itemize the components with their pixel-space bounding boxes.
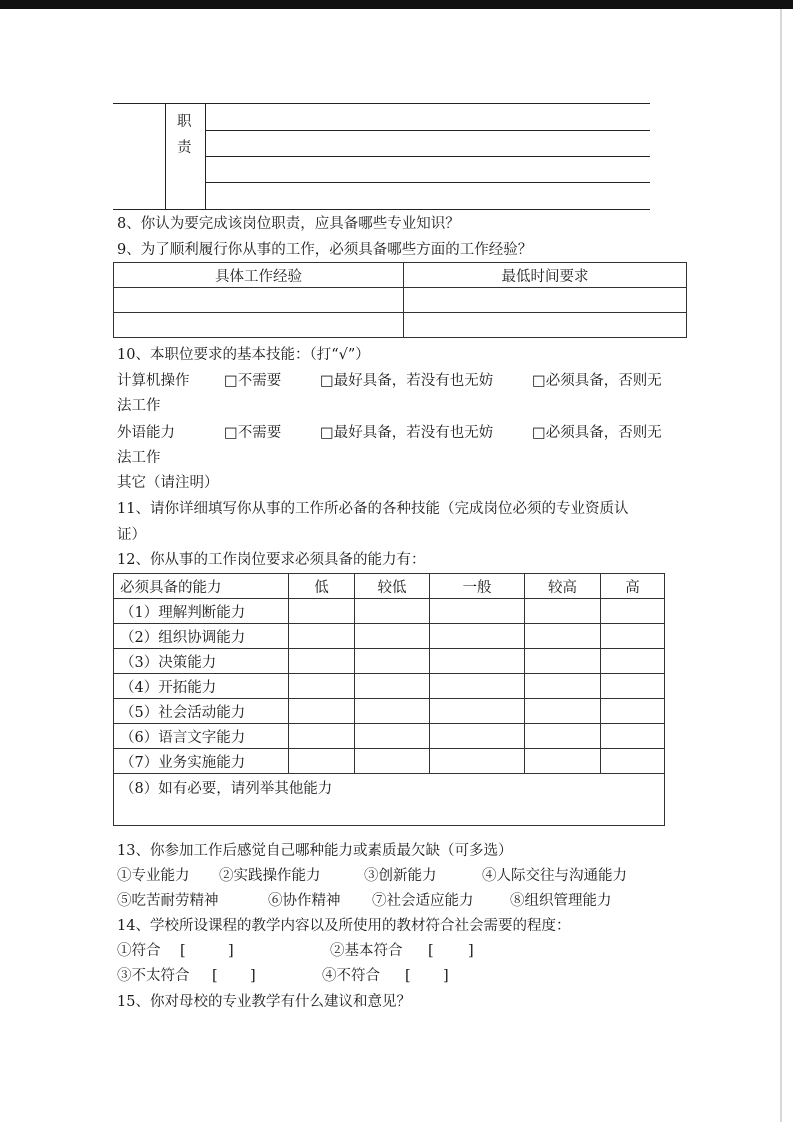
option-13-2[interactable]: ②实践操作能力: [219, 868, 321, 884]
option-required[interactable]: □必须具备，否则无: [532, 373, 662, 389]
ability-row: [114, 699, 665, 724]
level-cell[interactable]: [430, 699, 525, 724]
ability-header: 必须具备的能力: [114, 574, 289, 599]
level-cell[interactable]: [289, 749, 355, 774]
level-cell[interactable]: [355, 624, 430, 649]
level-cell[interactable]: [525, 649, 601, 674]
skill-other: 其它（请注明）: [117, 475, 219, 491]
ability-row: [114, 674, 665, 699]
level-cell[interactable]: [355, 699, 430, 724]
level-cell[interactable]: [355, 649, 430, 674]
level-cell[interactable]: [601, 599, 665, 624]
answer-blank[interactable]: [415, 965, 441, 985]
experience-cell[interactable]: [114, 288, 404, 313]
question-9: 9、为了顺利履行你从事的工作，必须具备哪些方面的工作经验？: [117, 242, 533, 258]
level-cell[interactable]: [289, 724, 355, 749]
option-not-needed[interactable]: □不需要: [224, 373, 282, 389]
question-15: 15、你对母校的专业教学有什么建议和意见？: [117, 994, 411, 1010]
experience-table: [113, 262, 687, 338]
level-cell[interactable]: [525, 724, 601, 749]
skill-label: 计算机操作: [117, 373, 190, 389]
time-cell[interactable]: [404, 313, 687, 338]
option-13-8[interactable]: ⑧组织管理能力: [510, 893, 612, 909]
level-cell[interactable]: [525, 749, 601, 774]
option-required-wrap: 法工作: [117, 398, 161, 414]
ability-label: （3）决策能力: [114, 649, 289, 674]
bracket-open: [: [212, 968, 218, 984]
question-10: 10、本职位要求的基本技能：（打“√”）: [117, 347, 370, 363]
scan-top-border: [0, 0, 793, 9]
option-14-4-label: ④不符合: [322, 968, 380, 984]
ability-row: [114, 649, 665, 674]
level-cell[interactable]: [601, 724, 665, 749]
bracket-open: [: [428, 943, 434, 959]
level-cell[interactable]: [601, 649, 665, 674]
experience-header: 具体工作经验: [114, 263, 404, 288]
duties-line: [205, 182, 650, 183]
duties-bottom-line: [113, 209, 650, 210]
ability-label: （5）社会活动能力: [114, 699, 289, 724]
question-11-wrap: 证）: [117, 527, 146, 543]
level-cell[interactable]: [430, 624, 525, 649]
bracket-open: [: [180, 943, 186, 959]
level-cell[interactable]: [355, 724, 430, 749]
level-cell[interactable]: [430, 649, 525, 674]
level-cell[interactable]: [430, 749, 525, 774]
other-ability-label: （8）如有必要，请列举其他能力: [120, 781, 333, 797]
question-11: 11、请你详细填写你从事的工作所必备的各种技能（完成岗位必须的专业资质认: [117, 501, 629, 517]
time-header: 最低时间要求: [404, 263, 687, 288]
level-header: 较低: [355, 574, 430, 599]
level-header: 较高: [525, 574, 601, 599]
ability-label: （6）语言文字能力: [114, 724, 289, 749]
question-14: 14、学校所设课程的教学内容以及所使用的教材符合社会需要的程度：: [117, 918, 571, 934]
level-cell[interactable]: [601, 674, 665, 699]
level-cell[interactable]: [525, 599, 601, 624]
bracket-close: ]: [443, 968, 449, 984]
answer-blank[interactable]: [438, 940, 466, 960]
answer-blank[interactable]: [222, 965, 248, 985]
skill-label: 外语能力: [117, 425, 175, 441]
level-header: 高: [601, 574, 665, 599]
level-cell[interactable]: [430, 674, 525, 699]
level-cell[interactable]: [430, 599, 525, 624]
level-cell[interactable]: [289, 649, 355, 674]
ability-row: [114, 749, 665, 774]
answer-blank[interactable]: [190, 940, 226, 960]
ability-label: （7）业务实施能力: [114, 749, 289, 774]
question-13: 13、你参加工作后感觉自己哪种能力或素质最欠缺（可多选）: [117, 843, 513, 859]
ability-row: [114, 599, 665, 624]
ability-label: （1）理解判断能力: [114, 599, 289, 624]
level-cell[interactable]: [601, 699, 665, 724]
experience-cell[interactable]: [114, 313, 404, 338]
level-cell[interactable]: [601, 624, 665, 649]
ability-table: [113, 573, 665, 826]
option-14-3-label: ③不太符合: [117, 968, 190, 984]
bracket-close: ]: [228, 943, 234, 959]
duties-divider-left: [165, 103, 166, 210]
duties-label-char: 责: [177, 140, 192, 156]
bracket-close: ]: [250, 968, 256, 984]
option-14-2-label: ②基本符合: [330, 943, 403, 959]
option-preferred[interactable]: □最好具备，若没有也无妨: [320, 373, 494, 389]
option-13-3[interactable]: ③创新能力: [364, 868, 437, 884]
option-13-7[interactable]: ⑦社会适应能力: [372, 893, 474, 909]
level-cell[interactable]: [601, 749, 665, 774]
question-12: 12、你从事的工作岗位要求必须具备的能力有：: [117, 552, 426, 568]
question-8: 8、你认为要完成该岗位职责，应具备哪些专业知识？: [117, 216, 460, 232]
level-cell[interactable]: [525, 674, 601, 699]
option-13-5[interactable]: ⑤吃苦耐劳精神: [117, 893, 219, 909]
ability-row: [114, 624, 665, 649]
time-cell[interactable]: [404, 288, 687, 313]
level-cell[interactable]: [525, 624, 601, 649]
level-cell[interactable]: [355, 599, 430, 624]
option-not-needed[interactable]: □不需要: [224, 425, 282, 441]
bracket-open: [: [405, 968, 411, 984]
level-cell[interactable]: [525, 699, 601, 724]
bracket-close: ]: [468, 943, 474, 959]
ability-row: [114, 724, 665, 749]
level-header: 低: [289, 574, 355, 599]
other-ability-cell[interactable]: [114, 774, 665, 826]
level-cell[interactable]: [289, 599, 355, 624]
duties-line: [205, 156, 650, 157]
duties-line: [205, 130, 650, 131]
level-cell[interactable]: [289, 624, 355, 649]
option-required[interactable]: □必须具备，否则无: [532, 425, 662, 441]
ability-label: （2）组织协调能力: [114, 624, 289, 649]
ability-label: （4）开拓能力: [114, 674, 289, 699]
level-cell[interactable]: [430, 724, 525, 749]
option-required-wrap: 法工作: [117, 450, 161, 466]
level-cell[interactable]: [355, 749, 430, 774]
option-13-4[interactable]: ④人际交往与沟通能力: [482, 868, 627, 884]
option-13-1[interactable]: ①专业能力: [117, 868, 190, 884]
level-cell[interactable]: [289, 674, 355, 699]
option-14-1-label: ①符合: [117, 943, 161, 959]
duties-label-char: 职: [177, 114, 192, 130]
option-preferred[interactable]: □最好具备，若没有也无妨: [320, 425, 494, 441]
scan-right-edge: [780, 9, 782, 1122]
level-cell[interactable]: [289, 699, 355, 724]
duties-top-line: [113, 103, 650, 104]
ability-row-other: [114, 774, 665, 826]
level-cell[interactable]: [355, 674, 430, 699]
level-header: 一般: [430, 574, 525, 599]
option-13-6[interactable]: ⑥协作精神: [268, 893, 341, 909]
